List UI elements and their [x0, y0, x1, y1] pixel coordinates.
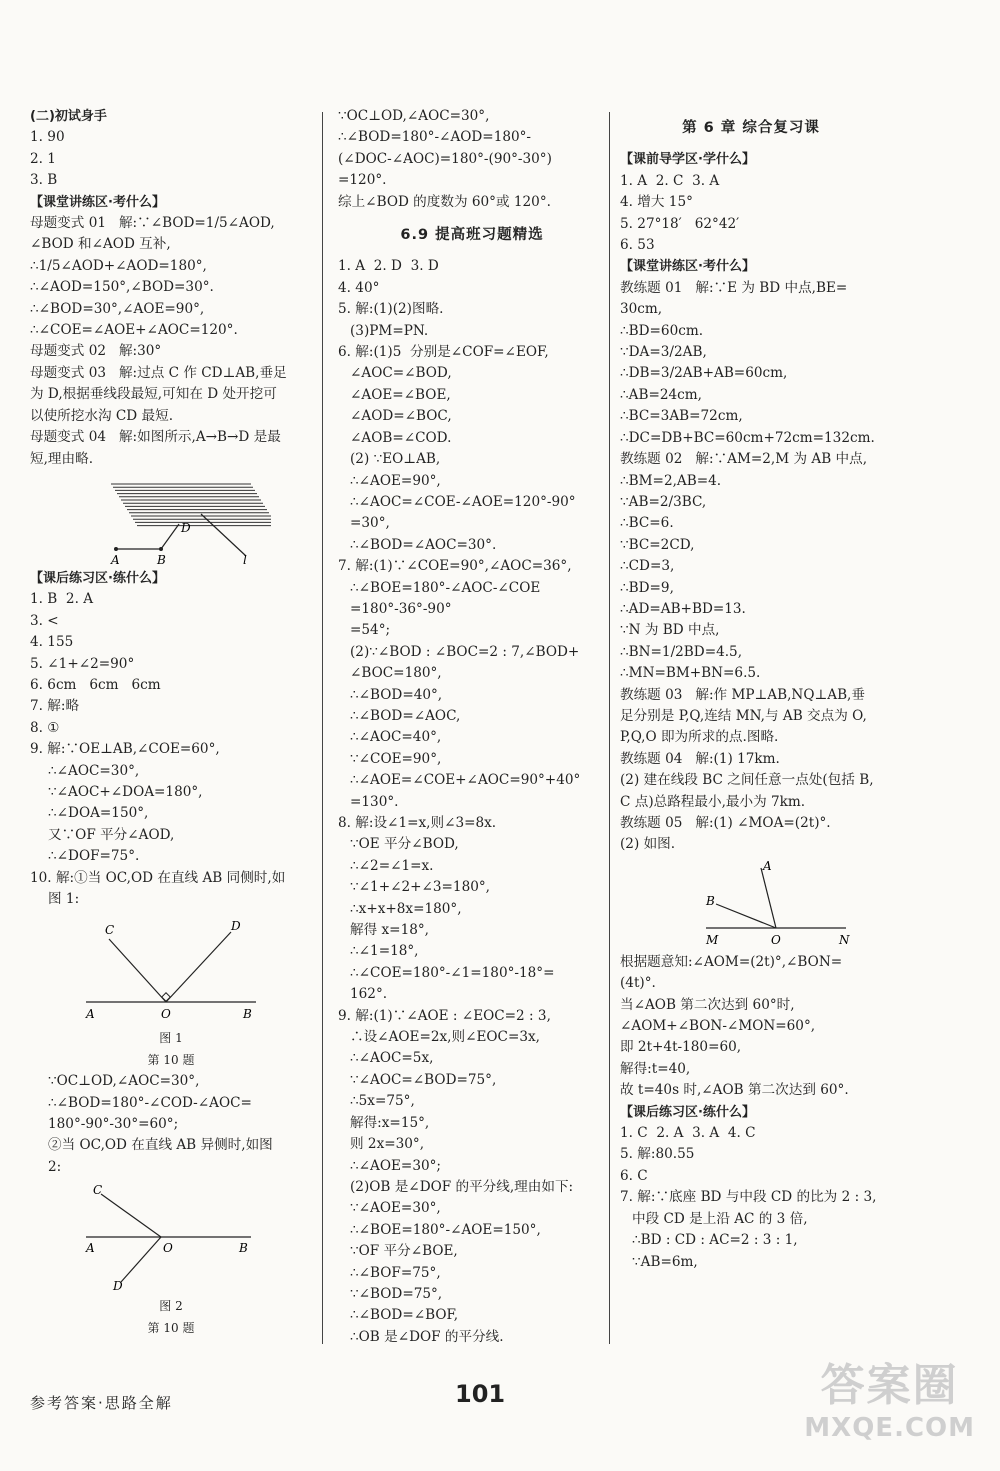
- chapter-heading: 6.9 提高班习题精选: [400, 227, 544, 244]
- answer-line: ∵∠AOC+∠DOA=180°,: [48, 783, 203, 800]
- answer-line: (2) 如图.: [620, 836, 676, 853]
- label-m: M: [706, 932, 719, 947]
- label-c: C: [93, 1183, 103, 1198]
- figure-10-diagram-2: [81, 1182, 261, 1292]
- answer-line: 教练题 03 解:作 MP⊥AB,NQ⊥AB,垂: [620, 686, 865, 703]
- ray-oc: [109, 939, 166, 1002]
- answer-line: 7. 解:∵底座 BD 与中段 CD 的比为 2 : 3,: [620, 1189, 877, 1206]
- ray-od: [166, 932, 231, 1002]
- answer-line: 5. ∠1+∠2=90°: [30, 655, 135, 672]
- answer-line: 7. 解:略: [30, 698, 80, 715]
- answer-line: (2)∵∠BOD : ∠BOC=2 : 7,∠BOD+: [350, 643, 580, 660]
- answer-line: =180°-36°-90°: [350, 600, 452, 617]
- answer-line: (2)OB 是∠DOF 的平分线,理由如下:: [350, 1178, 574, 1195]
- answer-line: 4. 增大 15°: [620, 194, 693, 211]
- watermark-url: MXQE.COM: [804, 1413, 975, 1443]
- answer-line: ∵BC=2CD,: [620, 536, 695, 553]
- answer-line: ∴∠BOD=30°,∠AOE=90°,: [30, 300, 205, 317]
- footer-label: 参考答案·思路全解: [30, 1394, 173, 1412]
- answer-line: ∴BN=1/2BD=4.5,: [620, 643, 743, 660]
- answer-line: (4t)°.: [620, 975, 656, 992]
- answer-line: 180°-90°-30°=60°;: [48, 1116, 179, 1133]
- answer-line: 又∵OF 平分∠AOD,: [48, 826, 175, 843]
- answer-line: ∵DA=3/2AB,: [620, 344, 707, 361]
- answer-line: ∴DC=DB+BC=60cm+72cm=132cm.: [620, 429, 875, 446]
- answer-line: 即 2t+4t-180=60,: [620, 1039, 742, 1056]
- answer-line: ∵AB=6m,: [632, 1253, 698, 1270]
- answer-line: 10. 解:①当 OC,OD 在直线 AB 同侧时,如: [30, 869, 286, 886]
- answer-line: ∴∠BOE=180°-∠AOE=150°,: [350, 1221, 541, 1238]
- answer-line: 解得 x=18°,: [350, 922, 429, 939]
- answer-line: 教练题 02 解:∵AM=2,M 为 AB 中点,: [620, 451, 868, 468]
- label-o: O: [161, 1007, 171, 1022]
- ray-oc: [101, 1194, 161, 1237]
- figure-caption: 图 2: [159, 1299, 183, 1314]
- answer-line: ∵AB=2/3BC,: [620, 493, 707, 510]
- segment-bd: [161, 524, 179, 549]
- label-d: D: [181, 520, 191, 535]
- answer-line: ∴∠AOC=40°,: [350, 729, 442, 746]
- answer-line: ∵OC⊥OD,∠AOC=30°,: [338, 108, 490, 124]
- answer-line: 162°.: [350, 986, 388, 1003]
- answer-line: ∴∠AOE=∠COE+∠AOC=90°+40°: [350, 772, 581, 789]
- section-heading: 【课后练习区·练什么】: [30, 570, 165, 586]
- answer-line: ∴∠AOC=5x,: [350, 1050, 434, 1067]
- section-heading: 【课堂讲练区·考什么】: [620, 259, 755, 275]
- answer-line: ∴∠AOC=30°,: [48, 762, 140, 779]
- answer-line: ∴∠BOD=40°,: [350, 686, 443, 703]
- answer-line: 当∠AOB 第二次达到 60°时,: [620, 996, 795, 1013]
- answer-line: 1. B 2. A: [30, 591, 94, 608]
- label-n: N: [839, 932, 850, 947]
- answer-line: ∴∠AOE=30°;: [350, 1157, 441, 1174]
- answer-line: =54°;: [350, 622, 391, 639]
- answer-line: 6. 解:(1)5 分别是∠COF=∠EOF,: [338, 344, 549, 361]
- label-c: C: [105, 923, 115, 938]
- answer-line: ∵∠AOC=∠BOD=75°,: [350, 1071, 497, 1088]
- answer-line: ∠AOB=∠COD.: [350, 429, 452, 446]
- point-a: [114, 547, 118, 551]
- figure-10-diagram-1: [81, 914, 261, 1024]
- answer-line: ∴MN=BM+BN=6.5.: [620, 665, 761, 682]
- answer-line: 6. 6cm 6cm 6cm: [30, 676, 161, 693]
- column-divider: [609, 112, 610, 1344]
- label-d: D: [113, 1279, 123, 1293]
- section-heading: 【课前导学区·学什么】: [620, 152, 755, 168]
- answer-line: 9. 解:(1)∵∠AOE : ∠EOC=2 : 3,: [338, 1007, 551, 1024]
- answer-line: (∠DOC-∠AOC)=180°-(90°-30°): [338, 150, 552, 167]
- answer-line: 8. 解:设∠1=x,则∠3=8x.: [338, 815, 497, 831]
- answer-line: 2. 1: [30, 150, 56, 167]
- answer-line: 6. 53: [620, 237, 655, 254]
- label-a: A: [86, 1007, 95, 1022]
- figure-caption: 第 10 题: [147, 1320, 195, 1335]
- answer-line: 短,理由略.: [30, 450, 94, 467]
- answer-line: 则 2x=30°,: [350, 1136, 425, 1153]
- answer-line: ∴∠BOF=75°,: [350, 1264, 441, 1281]
- answer-line: 足分别是 P,Q,连结 MN,与 AB 交点为 O,: [620, 707, 867, 724]
- answer-line: 母题变式 01 解:∵∠BOD=1/5∠AOD,: [30, 215, 275, 232]
- answer-line: 6. C: [620, 1167, 648, 1184]
- answer-line: 解得:t=40,: [620, 1060, 691, 1077]
- answer-line: 3. B: [30, 172, 58, 189]
- answer-line: 以使所挖水沟 CD 最短.: [30, 407, 174, 424]
- label-o: O: [771, 932, 781, 947]
- answer-line: 为 D,根据垂线段最短,可知在 D 处开挖可: [30, 386, 277, 403]
- answer-line: 母题变式 03 解:过点 C 作 CD⊥AB,垂足: [30, 364, 287, 381]
- answer-line: =120°.: [338, 172, 387, 189]
- answer-line: ∴∠BOD=∠AOC,: [350, 707, 461, 724]
- answer-line: ∴∠BOE=180°-∠AOC-∠COE: [350, 579, 541, 596]
- answer-line: ∵∠AOE=30°,: [350, 1200, 441, 1217]
- answer-line: ∠AOE=∠BOE,: [350, 386, 451, 403]
- answer-line: 1. A 2. D 3. D: [338, 258, 439, 275]
- answer-line: ∴∠DOF=75°.: [48, 848, 140, 865]
- watermark-logo-text: 答案圈: [820, 1360, 959, 1411]
- answer-line: ∴∠AOD=150°,∠BOD=30°.: [30, 279, 214, 296]
- label-d: D: [231, 919, 241, 934]
- label-a: A: [111, 552, 120, 564]
- point-b: [159, 547, 163, 551]
- section-heading: 【课堂讲练区·考什么】: [30, 194, 165, 210]
- label-b: B: [239, 1241, 248, 1256]
- answer-line: ∵∠1+∠2+∠3=180°,: [350, 879, 490, 896]
- answer-line: ∴AD=AB+BD=13.: [620, 600, 746, 617]
- answer-line: ②当 OC,OD 在直线 AB 异侧时,如图: [48, 1137, 273, 1154]
- answer-line: ∵OF 平分∠BOE,: [350, 1243, 458, 1260]
- column-3: [620, 106, 882, 1273]
- answer-line: 综上∠BOD 的度数为 60°或 120°.: [338, 193, 551, 210]
- answer-line: ∴CD=3,: [620, 558, 675, 575]
- watermark: [804, 1349, 975, 1443]
- answer-line: 根据题意知:∠AOM=(2t)°,∠BON=: [620, 953, 843, 970]
- answer-line: ∴DB=3/2AB+AB=60cm,: [620, 365, 788, 382]
- answer-line: 2:: [48, 1158, 62, 1175]
- answer-line: ∴x+x+8x=180°,: [350, 900, 462, 917]
- ray-ob: [716, 904, 776, 928]
- answer-line: ∠AOM+∠BON-∠MON=60°,: [620, 1018, 816, 1035]
- answer-line: ∴∠AOE=90°,: [350, 472, 441, 489]
- answer-line: ∴BC=6.: [620, 515, 674, 532]
- answer-line: ∠BOC=180°,: [350, 665, 442, 682]
- answer-line: (3)PM=PN.: [350, 322, 429, 339]
- answer-line: ∴∠COE=∠AOE+∠AOC=120°.: [30, 322, 238, 339]
- answer-line: ∴BD=60cm.: [620, 322, 704, 339]
- answer-line: 8. ①: [30, 719, 60, 736]
- figure-caption: 第 10 题: [147, 1052, 195, 1067]
- answer-line: ∴∠BOD=180°-∠COD-∠AOC=: [48, 1094, 252, 1111]
- figure-river-diagram: [71, 474, 271, 564]
- column-1: [30, 106, 312, 1339]
- answer-line: ∠AOC=∠BOD,: [350, 365, 452, 382]
- answer-line: 中段 CD 是上沿 AC 的 3 倍,: [632, 1210, 808, 1227]
- answer-line: 3. <: [30, 612, 59, 629]
- answer-line: ∴∠COE=180°-∠1=180°-18°=: [350, 964, 555, 981]
- answer-line: ∴∠DOA=150°,: [48, 805, 149, 822]
- answer-line: ∴AB=24cm,: [620, 386, 702, 403]
- answer-line: (2) ∵EO⊥AB,: [350, 451, 441, 468]
- answer-line: ∴5x=75°,: [350, 1093, 415, 1110]
- answer-line: ∵N 为 BD 中点,: [620, 622, 720, 639]
- answer-line: ∴BD=9,: [620, 579, 674, 596]
- answer-line: 4. 40°: [338, 279, 380, 296]
- answer-line: 图 1:: [48, 891, 80, 907]
- answer-line: 母题变式 04 解:如图所示,A→B→D 是最: [30, 429, 281, 446]
- answer-line: =30°,: [350, 515, 390, 532]
- answer-line: ∴∠AOC=∠COE-∠AOE=120°-90°: [350, 493, 576, 510]
- ray-od: [121, 1237, 161, 1282]
- column-2: [338, 106, 606, 1348]
- answer-line: ∠BOD 和∠AOD 互补,: [30, 236, 171, 253]
- label-b: B: [243, 1007, 252, 1022]
- line-l: [201, 514, 246, 556]
- answer-line: 5. 解:80.55: [620, 1146, 695, 1163]
- answer-line: 4. 155: [30, 634, 74, 651]
- answer-line: ∴∠2=∠1=x.: [350, 857, 434, 874]
- chapter-heading: 第 6 章 综合复习课: [682, 120, 820, 136]
- answer-line: (2) 建在线段 BC 之间任意一点处(包括 B,: [620, 772, 874, 789]
- answer-line: 7. 解:(1)∵∠COE=90°,∠AOC=36°,: [338, 558, 572, 575]
- label-a: A: [86, 1241, 95, 1256]
- section-heading: (二)初试身手: [30, 109, 107, 124]
- answer-line: 教练题 01 解:∵E 为 BD 中点,BE=: [620, 279, 848, 296]
- page-number: 101: [455, 1380, 506, 1408]
- answer-line: ∴OB 是∠DOF 的平分线.: [350, 1328, 504, 1345]
- answer-line: 9. 解:∵OE⊥AB,∠COE=60°,: [30, 741, 220, 758]
- label-a: A: [763, 859, 772, 873]
- answer-line: ∴∠BOD=∠BOF,: [350, 1307, 459, 1324]
- answer-line: 30cm,: [620, 301, 663, 318]
- answer-line: 故 t=40s 时,∠AOB 第二次达到 60°.: [620, 1082, 849, 1099]
- answer-line: 教练题 04 解:(1) 17km.: [620, 750, 780, 767]
- answer-line: P,Q,O 即为所求的点.图略.: [620, 729, 779, 746]
- figure-rotation-diagram: [651, 860, 851, 948]
- answer-line: ∴∠1=18°,: [350, 943, 419, 960]
- answer-line: 5. 27°18′ 62°42′: [620, 215, 740, 232]
- answer-line: 解得:x=15°,: [350, 1114, 430, 1131]
- section-heading: 【课后练习区·练什么】: [620, 1104, 755, 1120]
- answer-line: 教练题 05 解:(1) ∠MOA=(2t)°.: [620, 815, 831, 831]
- answer-line: ∵∠BOD=75°,: [350, 1285, 443, 1302]
- answer-line: =130°.: [350, 793, 399, 810]
- answer-line: ∴∠BOD=∠AOC=30°.: [350, 536, 497, 553]
- answer-line: ∴设∠AOE=2x,则∠EOC=3x,: [350, 1029, 540, 1046]
- answer-line: 1. A 2. C 3. A: [620, 172, 720, 189]
- answer-line: 母题变式 02 解:30°: [30, 343, 162, 360]
- answer-line: C 点)总路程最小,最小为 7km.: [620, 793, 806, 810]
- answer-line: ∴BD : CD : AC=2 : 3 : 1,: [632, 1232, 798, 1249]
- ray-oa: [761, 868, 776, 928]
- answer-line: 1. 90: [30, 129, 65, 146]
- label-b: B: [706, 893, 715, 908]
- answer-line: ∵∠COE=90°,: [350, 750, 442, 767]
- label-o: O: [163, 1241, 173, 1256]
- answer-line: 5. 解:(1)(2)图略.: [338, 301, 444, 318]
- answer-line: ∠AOD=∠BOC,: [350, 408, 452, 425]
- answer-line: ∴∠BOD=180°-∠AOD=180°-: [338, 129, 532, 146]
- answer-line: ∵OC⊥OD,∠AOC=30°,: [48, 1073, 200, 1090]
- answer-line: ∴BM=2,AB=4.: [620, 472, 722, 489]
- answer-line: ∴BC=3AB=72cm,: [620, 408, 743, 425]
- column-divider: [322, 112, 323, 1344]
- right-angle-mark: [162, 993, 170, 1001]
- label-l: l: [243, 552, 247, 564]
- answer-line: ∴1/5∠AOD+∠AOD=180°,: [30, 257, 207, 274]
- label-b: B: [157, 552, 166, 564]
- figure-caption: 图 1: [159, 1031, 183, 1046]
- answer-line: 1. C 2. A 3. A 4. C: [620, 1125, 756, 1142]
- answer-line: ∵OE 平分∠BOD,: [350, 836, 459, 853]
